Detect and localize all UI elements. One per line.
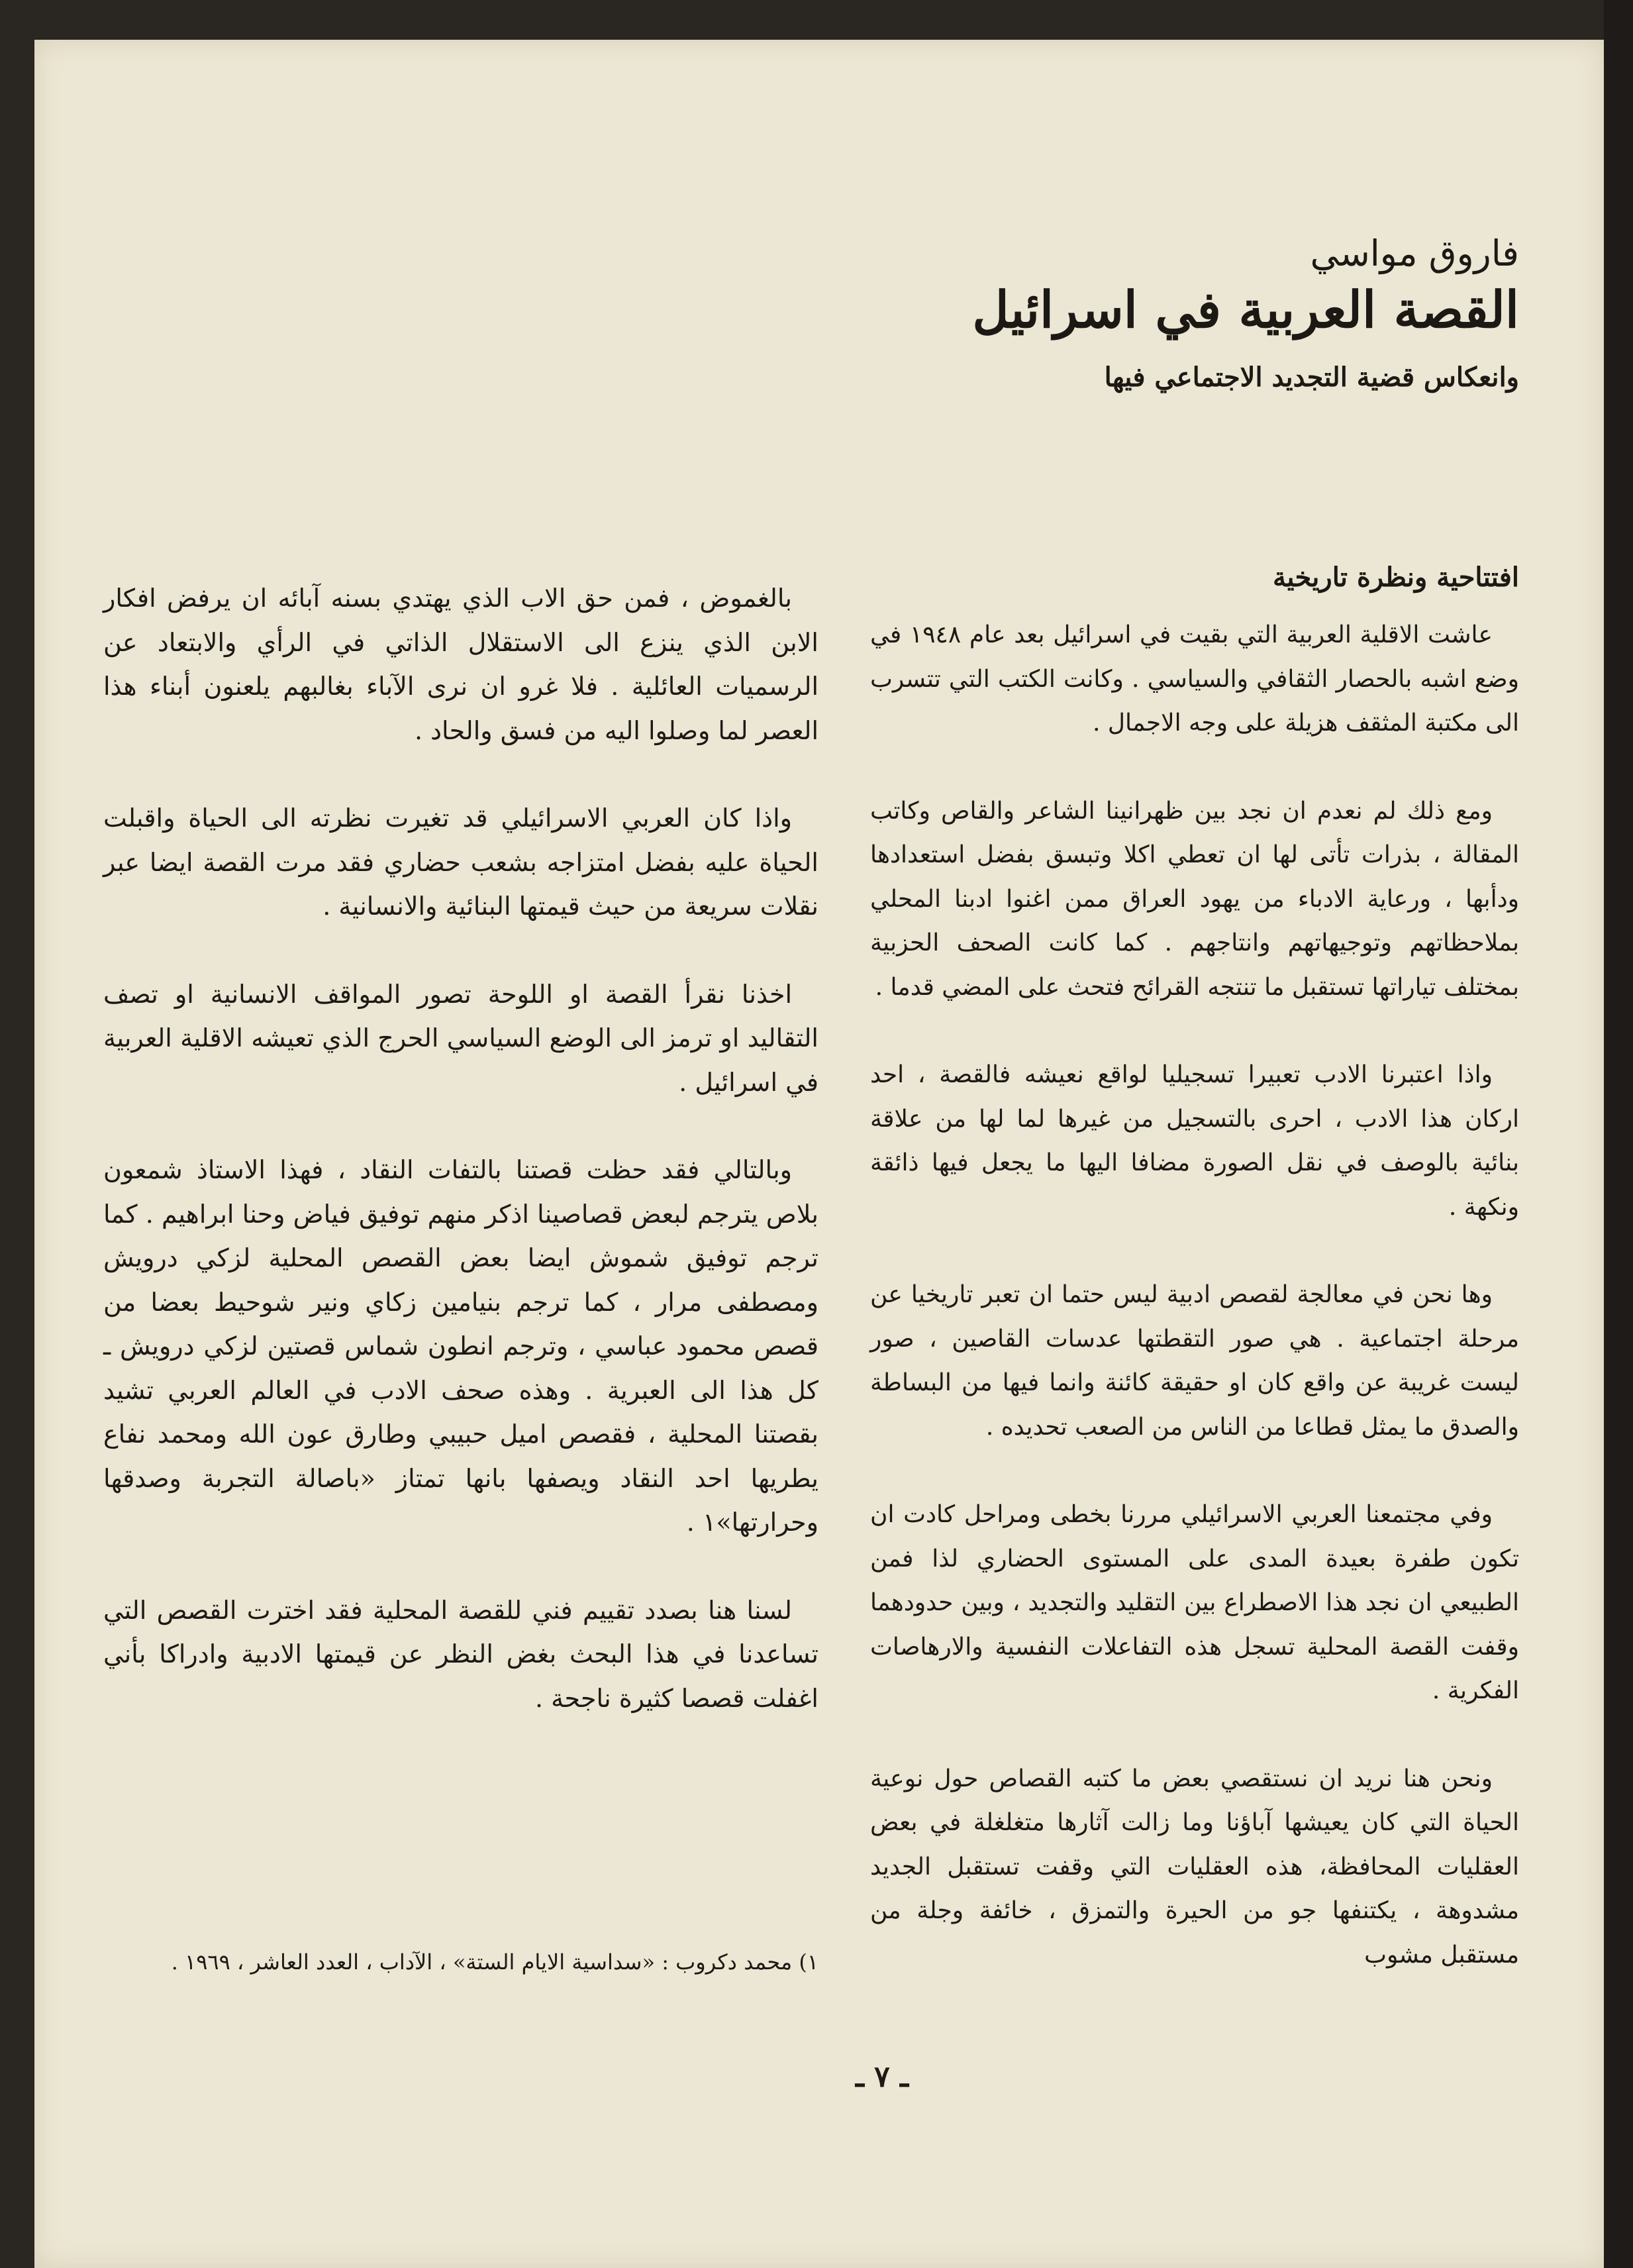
paragraph: وبالتالي فقد حظت قصتنا بالتفات النقاد ، فهذا الاستاذ شمعون بلاص يترجم لبعض قصاصينا اذكر منهم توفيق فياض وحنا ابراهيم . كما ترجم توفيق شموش ايضا بعض القصص المحلية لزكي درويش ومصطفى مرار ، كما ترجم بنيامين زكاي ونير شوحيط بعضا من قصص محمود عباسي ، وترجم انطون شماس قصتين لزكي درويش ـ كل هذا الى العبرية . وهذه صحف الادب في العالم العربي تشيد بقصتنا المحلية ، فقصص اميل حبيبي وطارق عون الله ومحمد نفاع يطريها احد النقاد ويصفها بانها تمتاز «باصالة التجربة وصدقها وحرارتها»١ . xyxy=(103,1155,818,1537)
paragraph: عاشت الاقلية العربية التي بقيت في اسرائيل بعد عام ١٩٤٨ في وضع اشبه بالحصار الثقافي والسياسي . وكانت الكتب التي تتسرب الى مكتبة المثقف هزيلة على وجه الاجمال . xyxy=(870,621,1519,737)
page-number: ـ ٧ ـ xyxy=(855,2060,909,2094)
right-column xyxy=(870,556,1519,2021)
paragraph: واذا كان العربي الاسرائيلي قد تغيرت نظرته الى الحياة واقبلت الحياة عليه بفضل امتزاجه بشعب حضاري فقد مرت القصة ايضا عبر نقلات سريعة من حيث قيمتها البنائية والانسانية . xyxy=(103,803,818,921)
scan-edge xyxy=(1604,0,1633,2268)
article-subtitle: وانعكاس قضية التجديد الاجتماعي فيها xyxy=(1104,362,1519,393)
footnote: ١) محمد دكروب : «سداسية الايام الستة» ، الآداب ، العدد العاشر ، ١٩٦٩ . xyxy=(171,1949,818,1975)
paragraph: وها نحن في معالجة لقصص ادبية ليس حتما ان تعبر تاريخيا عن مرحلة اجتماعية . هي صور التقطتها عدسات القاصين ، صور ليست غريبة عن واقع كان او حقيقة كائنة وانما فيها من البساطة والصدق ما يمثل قطاعا من الناس من الصعب تحديده . xyxy=(870,1281,1519,1441)
paragraph: واذا اعتبرنا الادب تعبيرا تسجيليا لواقع نعيشه فالقصة ، احد اركان هذا الادب ، احرى بالتسجيل من غيرها لما لها من علاقة بنائية بالوصف في نقل الصورة مضافا اليها ما يجعل فيها ذائقة ونكهة . xyxy=(870,1061,1519,1221)
paragraph: بالغموض ، فمن حق الاب الذي يهتدي بسنه آبائه ان يرفض افكار الابن الذي ينزع الى الاستقلال الذاتي في الرأي والابتعاد عن الرسميات العائلية . فلا غرو ان نرى الآباء بغالبهم يلعنون أبناء هذا العصر لما وصلوا اليه من فسق والحاد . xyxy=(103,584,818,745)
paragraph: وفي مجتمعنا العربي الاسرائيلي مررنا بخطى ومراحل كادت ان تكون طفرة بعيدة المدى على المستوى الحضاري لذا فمن الطبيعي ان نجد هذا الاصطراع بين التقليد والتجديد ، وبين حدودهما وقفت القصة المحلية تسجل هذه التفاعلات النفسية والارهاصات الفكرية . xyxy=(870,1501,1519,1704)
paragraph: ومع ذلك لم نعدم ان نجد بين ظهرانينا الشاعر والقاص وكاتب المقالة ، بذرات تأتى لها ان تعطي اكلا وتبسق بفضل استعدادها ودأبها ، ورعاية الادباء من يهود العراق ممن اغنوا ادبنا المحلي بملاحظاتهم وتوجيهاتهم وانتاجهم . كما كانت الصحف الحزبية بمختلف تياراتها تستقبل ما تنتجه القرائح فتحث على المضي قدما . xyxy=(870,797,1520,1001)
section-heading: افتتاحية ونظرة تاريخية xyxy=(1272,562,1519,593)
article-title: القصة العربية في اسرائيل xyxy=(972,280,1519,339)
author-name: فاروق مواسي xyxy=(1310,232,1519,274)
paragraph: لسنا هنا بصدد تقييم فني للقصة المحلية فقد اخترت القصص التي تساعدنا في هذا البحث بغض النظر عن قيمتها الادبية وادراكا بأني اغفلت قصصا كثيرة ناجحة . xyxy=(103,1595,818,1713)
paper-sheet xyxy=(34,40,1604,2268)
left-column xyxy=(103,576,818,1764)
paragraph: ونحن هنا نريد ان نستقصي بعض ما كتبه القصاص حول نوعية الحياة التي كان يعيشها آباؤنا وما زالت آثارها متغلغلة في بعض العقليات المحافظة، هذه العقليات التي وقفت تستقبل الجديد مشدوهة ، يكتنفها جو من الحيرة والتمزق ، خائفة وجلة من مستقبل مشوب xyxy=(870,1765,1519,1969)
paragraph: اخذنا نقرأ القصة او اللوحة تصور المواقف الانسانية او تصف التقاليد او ترمز الى الوضع السياسي الحرج الذي تعيشه الاقلية العربية في اسرائيل . xyxy=(103,979,818,1097)
